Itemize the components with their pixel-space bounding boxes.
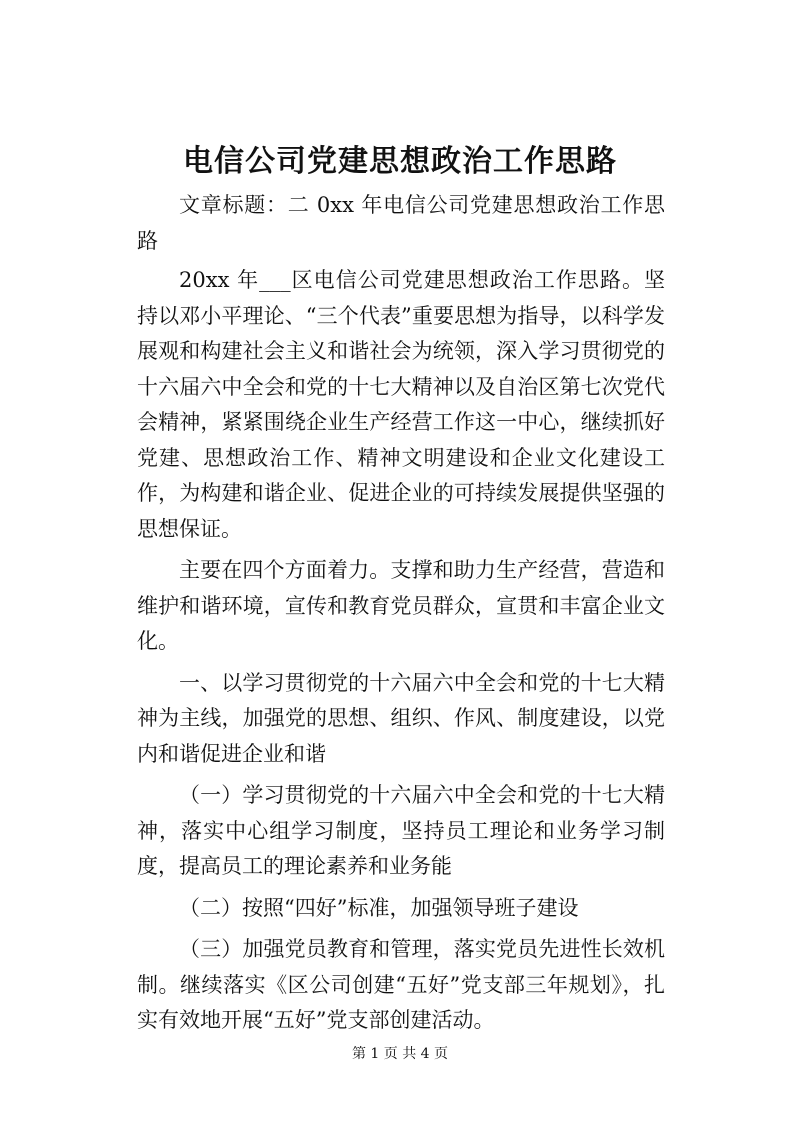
subsection-one: （一）学习贯彻党的十六届六中全会和党的十七大精神，落实中心组学习制度，坚持员工理论和业务学习制度，提高员工的理论素养和业务能 bbox=[137, 783, 665, 878]
article-title-line: 文章标题：二 0xx 年电信公司党建思想政治工作思路 bbox=[137, 193, 665, 253]
document-body bbox=[137, 188, 665, 1045]
subsection-two: （二）按照“四好”标准，加强领导班子建设 bbox=[179, 895, 579, 920]
paragraph-focus-areas: 主要在四个方面着力。支撑和助力生产经营，营造和维护和谐环境，宣传和教育党员群众，宣贯和丰富企业文化。 bbox=[137, 558, 665, 653]
page-number-footer: 第 1 页 共 4 页 bbox=[351, 1046, 449, 1062]
subsection-three: （三）加强党员教育和管理，落实党员先进性长效机制。继续落实《区公司创建“五好”党支部三年规划》，扎实有效地开展“五好”党支部创建活动。 bbox=[137, 937, 665, 1032]
paragraph-intro: 20xx 年___区电信公司党建思想政治工作思路。坚持以邓小平理论、“三个代表”重要思想为指导，以科学发展观和构建社会主义和谐社会为统领，深入学习贯彻党的十六届六中全会和党的十七大精神以及自治区第七次党代会精神，紧紧围绕企业生产经营工作这一中心，继续抓好党建、思想政治工作、精神文明建设和企业文化建设工作，为构建和谐企业、促进企业的可持续发展提供坚强的思想保证。 bbox=[137, 268, 665, 541]
document-title: 电信公司党建思想政治工作思路 bbox=[183, 144, 617, 179]
section-heading-one: 一、以学习贯彻党的十六届六中全会和党的十七大精神为主线，加强党的思想、组织、作风、制度建设，以党内和谐促进企业和谐 bbox=[137, 670, 665, 766]
